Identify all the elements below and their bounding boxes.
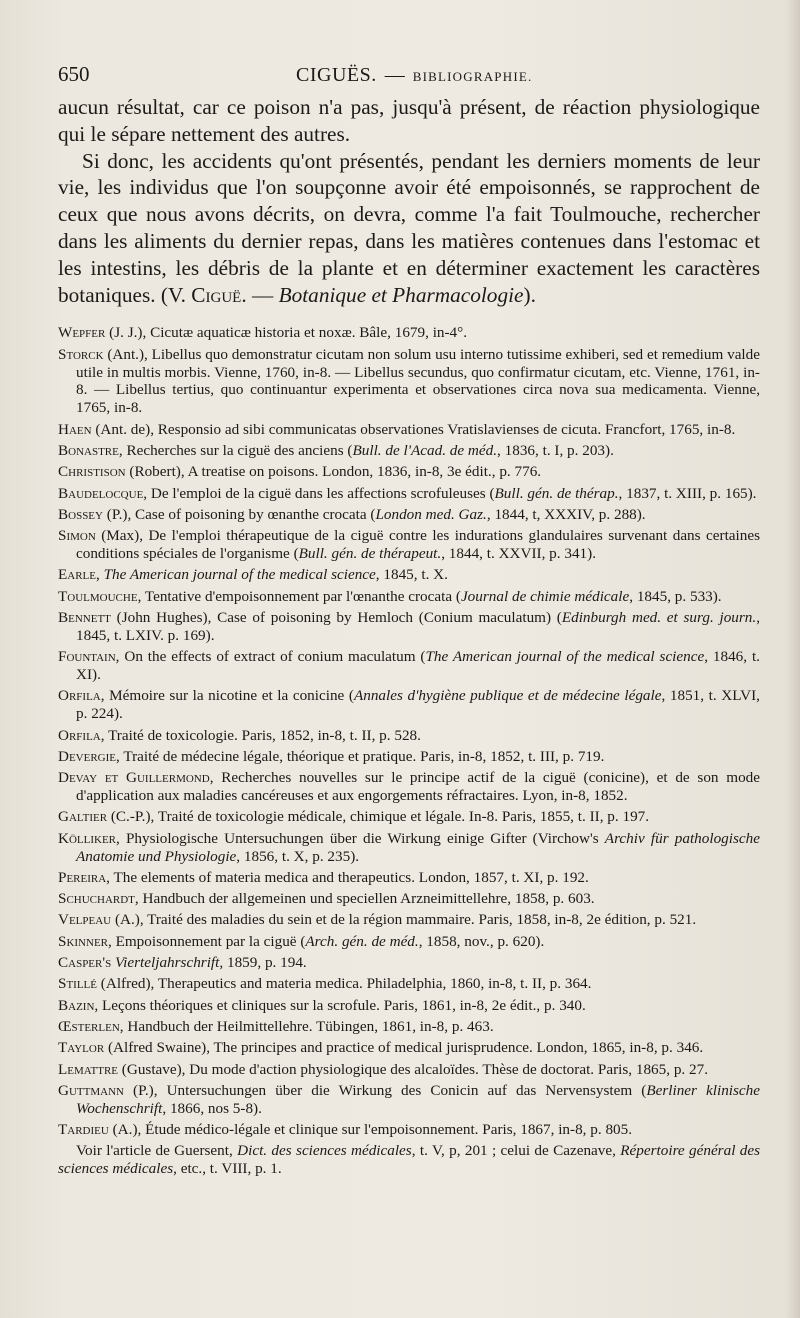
entry-author: Devay et Guillermond: [58, 769, 210, 787]
bibliography-entry: [58, 324, 760, 342]
cross-reference-cigue: Ciguë: [191, 282, 242, 307]
entry-author: Baudelocque: [58, 484, 144, 502]
entry-text: (Ant. de), Responsio ad sibi communicatas observationes Vratislavienses de cicuta. Francfort, 1765, in-8.: [91, 420, 736, 438]
bibliography-entry: [58, 485, 760, 503]
entry-text: (P.), Case of poisoning by œnanthe crocata (: [102, 505, 376, 523]
entry-text: , Leçons théoriques et cliniques sur la scrofule. Paris, 1861, in-8, 2e édit., p. 340.: [94, 996, 586, 1014]
bibliography-entry: [58, 648, 760, 684]
bibliography-entry: [58, 588, 760, 606]
entry-author: Skinner: [58, 932, 108, 950]
entry-text: , 1845, t. LXIV. p. 169).: [76, 608, 760, 644]
paragraph-main-end: ).: [523, 282, 536, 307]
entry-text: , De l'emploi de la ciguë dans les affections scrofuleuses (: [143, 484, 495, 502]
bibliography-entry: [58, 1082, 760, 1118]
entry-author: Orfila: [58, 687, 101, 705]
paragraph-main: [58, 148, 760, 309]
entry-author: Schuchardt: [58, 890, 135, 908]
entry-title-italic: Bull. gén. de thérapeut.: [298, 545, 442, 563]
entry-author: Galtier: [58, 808, 108, 826]
paragraph-main-text: Si donc, les accidents qu'ont présentés, pendant les derniers moments de leur vie, les individus que l'on soupçonne avoir été empoisonnés, se rapprochent de ceux que nous avons décrits, on devra, comme l'a fait Toulmouche, rechercher dans les aliments du dernier repas, dans les matières contenues dans l'estomac et les intestins, les débris de la plante et en déterminer exactement les caractères botaniques. (V.: [58, 148, 760, 307]
running-subtitle: BIBLIOGRAPHIE.: [412, 69, 533, 84]
entry-author: Haen: [58, 420, 92, 438]
bibliography-entry: [58, 687, 760, 723]
entry-title-italic: Bull. de l'Acad. de méd.: [352, 441, 498, 459]
entry-text: , Tentative d'empoisonnement par l'œnanthe crocata (: [137, 587, 461, 605]
entry-text: ,: [96, 566, 104, 584]
running-head: [58, 62, 760, 94]
bibliography-entry: [58, 1061, 760, 1079]
entry-author: Storck: [58, 345, 104, 363]
bibliography-entry: [58, 463, 760, 481]
closing-note-text-a: Voir l'article de Guersent,: [76, 1142, 238, 1160]
closing-note-title-1: Dict. des sciences médicales: [237, 1142, 412, 1160]
closing-note-text-b: , t. V, p, 201 ; celui de Cazenave,: [411, 1142, 621, 1160]
entry-title-italic: London med. Gaz.: [375, 505, 487, 523]
entry-text: (Alfred Swaine), The principes and practice of medical jurisprudence. London, 1865, in-8, p. 346.: [104, 1039, 704, 1057]
entry-text: , 1844, t. XXVII, p. 341).: [441, 545, 596, 563]
bibliography-entry: [58, 933, 760, 951]
bibliography-entry: [58, 1018, 760, 1036]
page-edge-shadow: [786, 0, 800, 1318]
entry-text: (John Hughes), Case of poisoning by Hemloch (Conium maculatum) (: [110, 608, 562, 626]
closing-note-text-c: , etc., t. VIII, p. 1.: [173, 1160, 282, 1178]
bibliography-entry: [58, 808, 760, 826]
entry-author: Fountain: [58, 648, 116, 666]
entry-text: (Alfred), Therapeutics and materia medica. Philadelphia, 1860, in-8, t. II, p. 364.: [97, 975, 592, 993]
bibliography-entry: [58, 506, 760, 524]
entry-text: , 1836, t. I, p. 203).: [497, 441, 614, 459]
entry-text: , 1844, t, XXXIV, p. 288).: [486, 505, 646, 523]
entry-author: Tardieu: [58, 1121, 109, 1139]
entry-author: Bonastre: [58, 441, 119, 459]
entry-author: Simon: [58, 527, 96, 545]
closing-note-title-2: Répertoire général des sciences médicales: [58, 1142, 761, 1178]
entry-text: (C.-P.), Traité de toxicologie médicale, chimique et légale. In-8. Paris, 1855, t. II, p. 197.: [107, 808, 650, 826]
bibliography-entry: [58, 911, 760, 929]
entry-text: , 1845, t. X.: [375, 566, 448, 584]
closing-note: [58, 1142, 760, 1178]
entry-text: , Physiologische Untersuchungen über die Wirkung einige Gifter (Virchow's: [116, 829, 605, 847]
bibliography-entry: [58, 748, 760, 766]
entry-text: , Recherches sur la ciguë des anciens (: [118, 441, 353, 459]
entry-text: , Recherches nouvelles sur le principe actif de la ciguë (conicine), et de son mode d'application aux maladies cancéreuses et aux engorgements réfractaires. Lyon, in-8, 1852.: [76, 769, 760, 805]
entry-author: Bossey: [58, 505, 103, 523]
entry-title-italic: Vierteljahrschrift: [115, 954, 220, 972]
entry-author: Earle: [58, 566, 96, 584]
entry-text: , Empoisonnement par la ciguë (: [108, 932, 306, 950]
entry-text: , 1851, t. XLVI, p. 224).: [76, 687, 760, 723]
bibliography-entry: [58, 346, 760, 418]
entry-text: , 1866, nos 5-8).: [162, 1099, 262, 1117]
entry-title-italic: Archiv für pathologische Anatomie und Physiologie: [76, 829, 760, 865]
entry-text: , Traité de médecine légale, théorique et pratique. Paris, in-8, 1852, t. III, p. 719.: [116, 747, 605, 765]
entry-author: Œsterlen: [58, 1017, 120, 1035]
entry-text: (Max), De l'emploi thérapeutique de la ciguë contre les indurations glandulaires survenant dans certaines conditions spéciales de l'organisme (: [76, 527, 760, 563]
bibliography-entry: [58, 769, 760, 805]
bibliography-entry: [58, 421, 760, 439]
entry-author: Toulmouche: [58, 587, 138, 605]
entry-author: Casper's: [58, 954, 112, 972]
entry-text: (A.), Étude médico-légale et clinique sur l'empoisonnement. Paris, 1867, in-8, p. 805.: [108, 1121, 633, 1139]
entry-text: , 1856, t. X, p. 235).: [236, 847, 360, 865]
entry-title-italic: Journal de chimie médicale: [460, 587, 630, 605]
cross-reference-botanique: Botanique et Pharmacologie: [278, 282, 524, 307]
entry-text: (P.), Untersuchungen über die Wirkung des Conicin auf das Nervensystem (: [123, 1081, 647, 1099]
entry-title-italic: Bull. gén. de thérap.: [494, 484, 619, 502]
entry-title-italic: Berliner klinische Wochenschrift: [76, 1081, 760, 1117]
bibliography-entry: [58, 727, 760, 745]
bibliography-entry: [58, 609, 760, 645]
entry-author: Taylor: [58, 1039, 105, 1057]
paragraph-continuation: aucun résultat, car ce poison n'a pas, jusqu'à présent, de réaction physiologique qui le sépare nettement des autres.: [58, 95, 760, 146]
entry-title-italic: The American journal of the medical science: [103, 566, 376, 584]
entry-author: Lemattre: [58, 1060, 118, 1078]
entry-title-italic: Edinburgh med. et surg. journ.: [561, 608, 757, 626]
entry-author: Velpeau: [58, 911, 112, 929]
entry-author: Devergie: [58, 747, 117, 765]
entry-author: Bazin: [58, 996, 95, 1014]
entry-text: , Mémoire sur la nicotine et la conicine (: [100, 687, 354, 705]
entry-text: , Traité de toxicologie. Paris, 1852, in-8, t. II, p. 528.: [100, 726, 421, 744]
running-head-dash: —: [384, 64, 405, 86]
entry-author: Christison: [58, 463, 126, 481]
entry-title-italic: The American journal of the medical science: [425, 648, 705, 666]
bibliography-entry: [58, 890, 760, 908]
entry-text: (J. J.), Cicutæ aquaticæ historia et noxæ. Bâle, 1679, in-4°.: [105, 324, 468, 342]
bibliography-list: [58, 324, 760, 1139]
bibliography-entry: [58, 830, 760, 866]
bibliography-entry: [58, 566, 760, 584]
entry-author: Stillé: [58, 975, 97, 993]
entry-text: , 1846, t. XI).: [76, 648, 760, 684]
entry-text: (Gustave), Du mode d'action physiologique des alcaloïdes. Thèse de doctorat. Paris, 1865, p. 27.: [118, 1060, 708, 1078]
bibliography-entry: [58, 975, 760, 993]
entry-text: , On the effects of extract of conium maculatum (: [115, 648, 426, 666]
bibliography-entry: [58, 1121, 760, 1139]
entry-text: (Robert), A treatise on poisons. London, 1836, in-8, 3e édit., p. 776.: [125, 463, 542, 481]
entry-text: , Handbuch der allgemeinen und speciellen Arzneimittellehre, 1858, p. 603.: [134, 890, 595, 908]
entry-author: Bennett: [58, 608, 111, 626]
entry-text: , 1858, nov., p. 620).: [418, 932, 545, 950]
bibliography-entry: [58, 997, 760, 1015]
entry-author: Pereira: [58, 868, 107, 886]
entry-author: Orfila: [58, 726, 101, 744]
page-number: 650: [58, 62, 90, 86]
bibliography-entry: [58, 1039, 760, 1057]
entry-text: , The elements of materia medica and therapeutics. London, 1857, t. XI, p. 192.: [106, 868, 589, 886]
bibliography-entry: [58, 869, 760, 887]
entry-author: Kölliker: [58, 829, 117, 847]
paragraph-main-sep: . —: [241, 282, 279, 307]
entry-text: , 1859, p. 194.: [219, 954, 307, 972]
bibliography-entry: [58, 954, 760, 972]
entry-text: (Ant.), Libellus quo demonstratur cicutam non solum usu interno tutissime exhiberi, sed et remedium valde utile in multis morbis. Vienne, 1760, in-8. — Libellus secundus, quo confirmatur cicutam, etc. Vienne, 1761, in-8. — Libellus tertius, quo continuantur experimenta et observationes circa nova sua medicamenta. Vienne, 1765, in-8.: [76, 345, 760, 417]
entry-text: (A.), Traité des maladies du sein et de la région mammaire. Paris, 1858, in-8, 2e édition, p. 521.: [111, 911, 697, 929]
running-title: CIGUËS.: [296, 64, 377, 86]
entry-author: Guttmann: [58, 1081, 124, 1099]
entry-title-italic: Annales d'hygiène publique et de médecine légale: [353, 687, 662, 705]
entry-text: , 1845, p. 533).: [629, 587, 722, 605]
entry-title-italic: Arch. gén. de méd.: [305, 932, 419, 950]
bibliography-entry: [58, 442, 760, 460]
entry-text: , 1837, t. XIII, p. 165).: [618, 484, 757, 502]
entry-text: , Handbuch der Heilmittellehre. Tübingen, 1861, in-8, p. 463.: [119, 1017, 494, 1035]
bibliography-entry: [58, 527, 760, 563]
entry-author: Wepfer: [58, 324, 106, 342]
